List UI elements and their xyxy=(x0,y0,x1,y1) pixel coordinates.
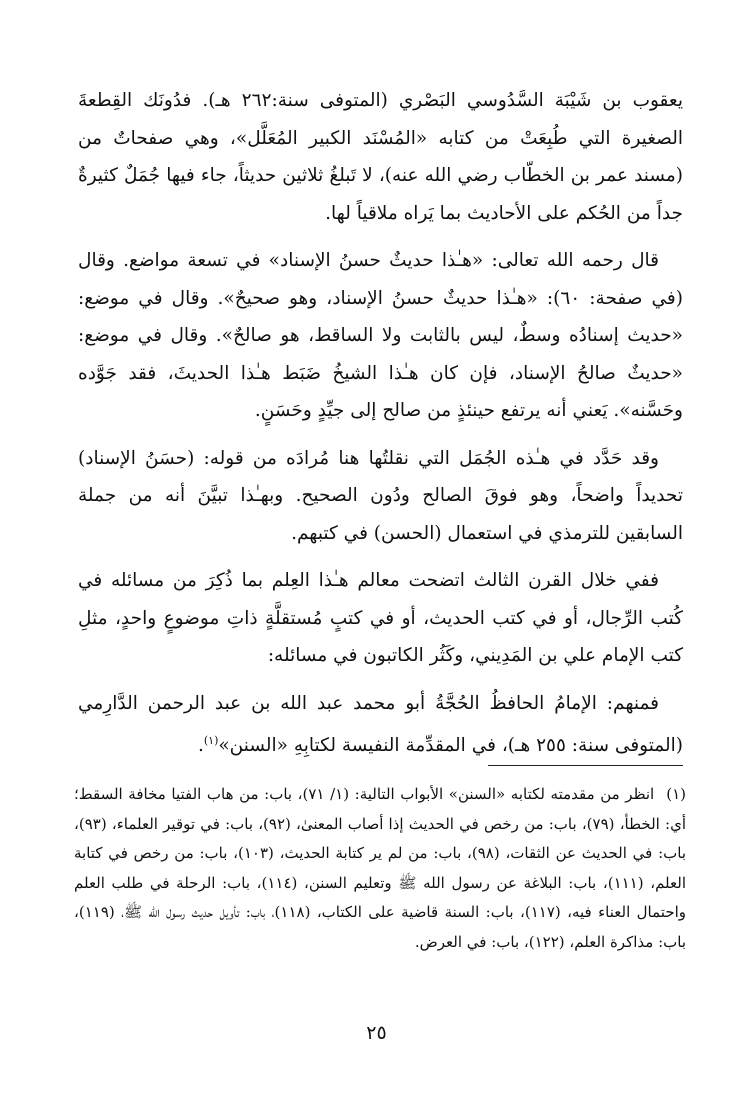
footnote-text: انظر من مقدمته لكتابه «السنن» الأبواب التالية: (١/ ٧١)، باب: من هاب الفتيا مخافة السقط؛ أي: الخطأ، (٧٩)، باب: من رخص في الحديث إذا أصاب المعنىٰ، (٩٢)، باب: في توقير العلماء، (٩٣)، باب: في الحديث عن الثقات، (٩٨)، باب: من لم ير كتابة الحديث، (١٠٣)، باب: من رخص في كتابة العلم، (١١١)، باب: البلاغة عن رسول الله ﷺ وتعليم السنن، (١١٤)، باب: الرحلة في طلب العلم واحتمال العناء فيه، (١١٧)، باب: السنة قاضية على الكتاب، (١١٨)، باب: تأويل حديث رسول الله ﷺ، (١١٩)، باب: مذاكرة العلم، (١٢٢)، باب: في العرض. xyxy=(74,785,686,951)
paragraph-3: وقد حَدَّد في هـٰذه الجُمَل التي نقلتُها هنا مُرادَه من قوله: (حسَنُ الإسناد) تحديداً واضحاً، وهو فوقَ الصالح ودُون الصحيح. وبهـٰذا تبيَّنَ أنه من جملة السابقين للترمذي في استعمال (الحسن) في كتبهم. xyxy=(78,447,683,544)
footnote-number: (١) xyxy=(666,785,686,803)
main-text xyxy=(78,82,683,775)
footnote-reference[interactable]: (١) xyxy=(203,734,219,747)
footnote-separator xyxy=(488,765,683,766)
paragraph-1: يعقوب بن شَيْبَة السَّدُوسي البَصْري (المتوفى سنة:٢٦٢ هـ). فدُونَك القِطعةَ الصغيرة التي طُبِعَتْ من كتابه «المُسْنَد الكبير المُعَلَّل»، وهي صفحاتٌ من (مسند عمر بن الخطّاب رضي الله عنه)، لا تَبلغُ ثلاثين حديثاً، جاء فيها جُمَلٌ كثيرةٌ جداً من الحُكم على الأحاديث بما يَراه ملاقياً لها. xyxy=(78,90,683,224)
page-number: ٢٥ xyxy=(366,1022,387,1044)
paragraph-4: ففي خلال القرن الثالث اتضحت معالم هـٰذا العِلم بما ذُكِرَ من مسائله في كُتب الرِّجال، أو في كتب الحديث، أو في كتبٍ مُستقلَّةٍ ذاتِ موضوعٍ واحدٍ، مثلِ كتب الإمام علي بن المَدِيني، وكَثُر الكاتبون في مسائله: xyxy=(78,570,683,666)
paragraph-5-text: فمنهم: الإمامُ الحافظُ الحُجَّةُ أبو محمد عبد الله بن عبد الرحمن الدَّارِمي (المتوفى سنة: ٢٥٥ هـ)، في المقدِّمة النفيسة لكتابِهِ «السنن» xyxy=(78,692,683,757)
paragraph-5: فمنهم: الإمامُ الحافظُ الحُجَّةُ أبو محمد عبد الله بن عبد الرحمن الدَّارِمي (المتوفى سنة: ٢٥٥ هـ)، في المقدِّمة النفيسة لكتابِهِ «السنن»$^{(١)}$. xyxy=(78,692,683,757)
footnote xyxy=(74,780,686,957)
paragraph-2: قال رحمه الله تعالى: «هـٰذا حديثٌ حسنُ الإسناد» في تسعة مواضع. وقال (في صفحة: ٦٠): «هـٰذا حديثٌ حسنُ الإسناد، وهو صحيحٌ». وقال في موضع: «حديث إسنادُه وسطٌ، ليس بالثابت ولا الساقط، هو صالحٌ». وقال في موضع: «حديثٌ صالحُ الإسناد، فإن كان هـٰذا الشيخُ ضَبَط هـٰذا الحديثَ، فقد جَوَّده وحَسَّنه». يَعني أنه يرتفع حينئذٍ من صالح إلى جيِّدٍ وحَسَنٍ. xyxy=(78,250,683,421)
